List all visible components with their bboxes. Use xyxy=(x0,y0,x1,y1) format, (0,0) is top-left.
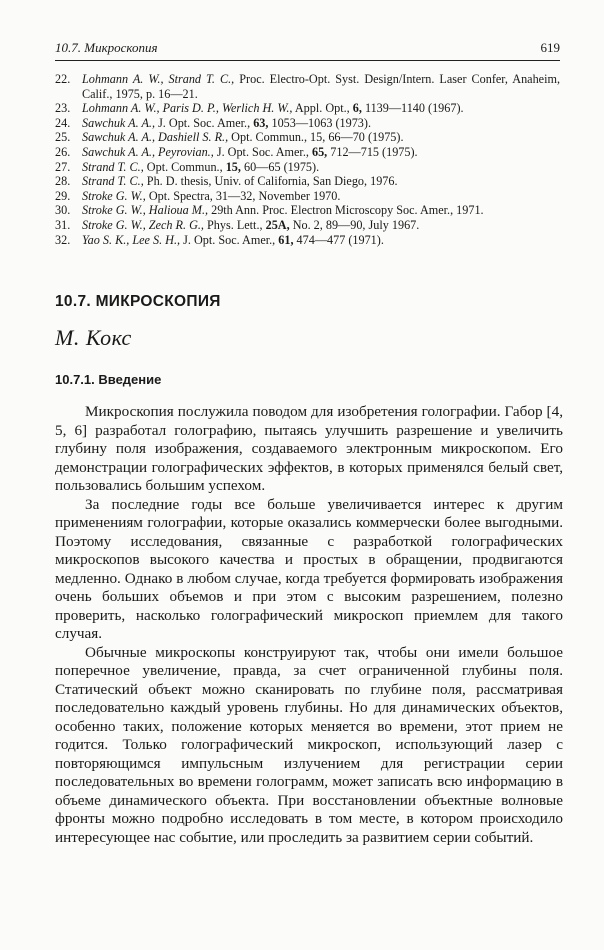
reference-list xyxy=(55,72,560,247)
reference-item xyxy=(55,189,560,204)
reference-number: 30. xyxy=(55,203,71,218)
reference-source: Opt. Commun., xyxy=(143,159,226,174)
reference-item xyxy=(55,160,560,175)
reference-number: 28. xyxy=(55,174,71,189)
reference-item xyxy=(55,72,560,101)
reference-number: 22. xyxy=(55,72,71,86)
reference-pages: 474—477 (1971). xyxy=(293,232,384,247)
reference-source: Proc. Electro-Opt. Syst. Design/Intern. Laser Confer, Anaheim, Calif., 1975, p. 16—21. xyxy=(82,72,560,101)
reference-authors: Yao S. K., Lee S. H., xyxy=(82,232,181,247)
reference-authors: Stroke G. W., Zech R. G., xyxy=(82,217,204,232)
paragraph: Обычные микроскопы конструируют так, чтобы они имели большое поперечное увеличение, правда, за счет ограниченной глубины поля. Статический объект можно сканировать по глубине поля, рассматривая последовательно каждый уровень глубины. Но для динамических объектов, особенно таких, положение которых меняется во времени, этот прием не годится. Только голографический микроскоп, использующий лазер с повторяющимся импульсным излучением для регистрации серии последовательных во времени голограмм, может записать всю информацию в объеме динамического объекта. При восстановлении объектные волновые фронты можно подробно исследовать в том месте, в котором происходило интересующее нас событие, или проследить за развитием серии событий. xyxy=(55,643,563,846)
reference-source: Opt. Spectra, 31—32, November 1970. xyxy=(145,188,341,203)
reference-source: Phys. Lett., xyxy=(203,217,266,232)
reference-pages: 1053—1063 (1973). xyxy=(268,115,372,130)
running-header xyxy=(55,38,560,61)
body-text xyxy=(55,403,563,847)
reference-number: 25. xyxy=(55,130,71,145)
reference-authors: Lohmann A. W., Paris D. P., Werlich H. W., xyxy=(82,101,293,116)
reference-authors: Strand T. C., xyxy=(82,159,144,174)
reference-source: 29th Ann. Proc. Electron Microscopy Soc. Amer., 1971. xyxy=(208,203,484,218)
reference-source: J. Opt. Soc. Amer., xyxy=(180,232,279,247)
reference-pages: 1139—1140 (1967). xyxy=(361,101,464,116)
reference-item xyxy=(55,218,560,233)
reference-item xyxy=(55,116,560,131)
reference-source: Appl. Opt., xyxy=(292,101,353,116)
reference-authors: Sawchuk A. A., Dashiell S. R., xyxy=(82,130,229,145)
reference-volume: 15, xyxy=(225,159,241,174)
reference-number: 31. xyxy=(55,217,71,232)
reference-source: J. Opt. Soc. Amer., xyxy=(213,144,312,159)
reference-authors: Strand T. C., xyxy=(82,174,144,189)
reference-volume: 6, xyxy=(352,101,362,116)
reference-authors: Stroke G. W., xyxy=(82,188,146,203)
reference-pages: 60—65 (1975). xyxy=(240,159,320,174)
reference-volume: 25A, xyxy=(265,217,290,232)
reference-pages: No. 2, 89—90, July 1967. xyxy=(289,217,420,232)
reference-authors: Lohmann A. W., Strand T. C., xyxy=(82,72,235,86)
reference-item xyxy=(55,233,560,248)
reference-source: Ph. D. thesis, Univ. of California, San Diego, 1976. xyxy=(143,174,398,189)
reference-volume: 61, xyxy=(278,232,294,247)
subsection-title: 10.7.1. Введение xyxy=(55,372,162,387)
reference-item xyxy=(55,203,560,218)
reference-volume: 63, xyxy=(253,115,269,130)
reference-source: Opt. Commun., 15, 66—70 (1975). xyxy=(228,130,404,145)
reference-item xyxy=(55,130,560,145)
reference-source: J. Opt. Soc. Amer., xyxy=(155,115,254,130)
reference-item xyxy=(55,174,560,189)
reference-number: 24. xyxy=(55,115,71,130)
paragraph: Микроскопия послужила поводом для изобретения голографии. Габор [4, 5, 6] разработал голографию, пытаясь улучшить разрешение и увеличить глубину поля изображения, создаваемого электронным микроскопом. Его демонстрации голографических эффектов, в которых применялся белый свет, пользовались большим успехом. xyxy=(55,403,563,494)
reference-number: 27. xyxy=(55,159,71,174)
section-author: М. Кокс xyxy=(55,325,132,350)
reference-authors: Sawchuk A. A., xyxy=(82,115,156,130)
reference-number: 26. xyxy=(55,144,71,159)
reference-number: 29. xyxy=(55,188,71,203)
reference-pages: 712—715 (1975). xyxy=(327,144,418,159)
section-title: 10.7. МИКРОСКОПИЯ xyxy=(55,293,221,310)
reference-number: 23. xyxy=(55,101,71,116)
reference-authors: Stroke G. W., Halioua M., xyxy=(82,203,209,218)
paragraph: За последние годы все больше увеличивается интерес к другим применениям голографии, которые оказались коммерчески более выгодными. Поэтому исследования, связанные с разработкой голографических микроскопов высокого качества и простых в обращении, продвигаются медленно. Однако в любом случае, когда требуется формировать изображения очень больших объемов и при этом с высоким разрешением, полезно проверить, насколько голографический микроскоп приемлем для такого случая. xyxy=(55,495,563,642)
reference-number: 32. xyxy=(55,232,71,247)
reference-volume: 65, xyxy=(311,144,328,159)
reference-authors: Sawchuk A. A., Peyrovian., xyxy=(82,144,214,159)
running-head-title: 10.7. Микроскопия xyxy=(55,40,158,55)
page-number: 619 xyxy=(540,40,560,55)
reference-item xyxy=(55,145,560,160)
reference-item xyxy=(55,101,560,116)
